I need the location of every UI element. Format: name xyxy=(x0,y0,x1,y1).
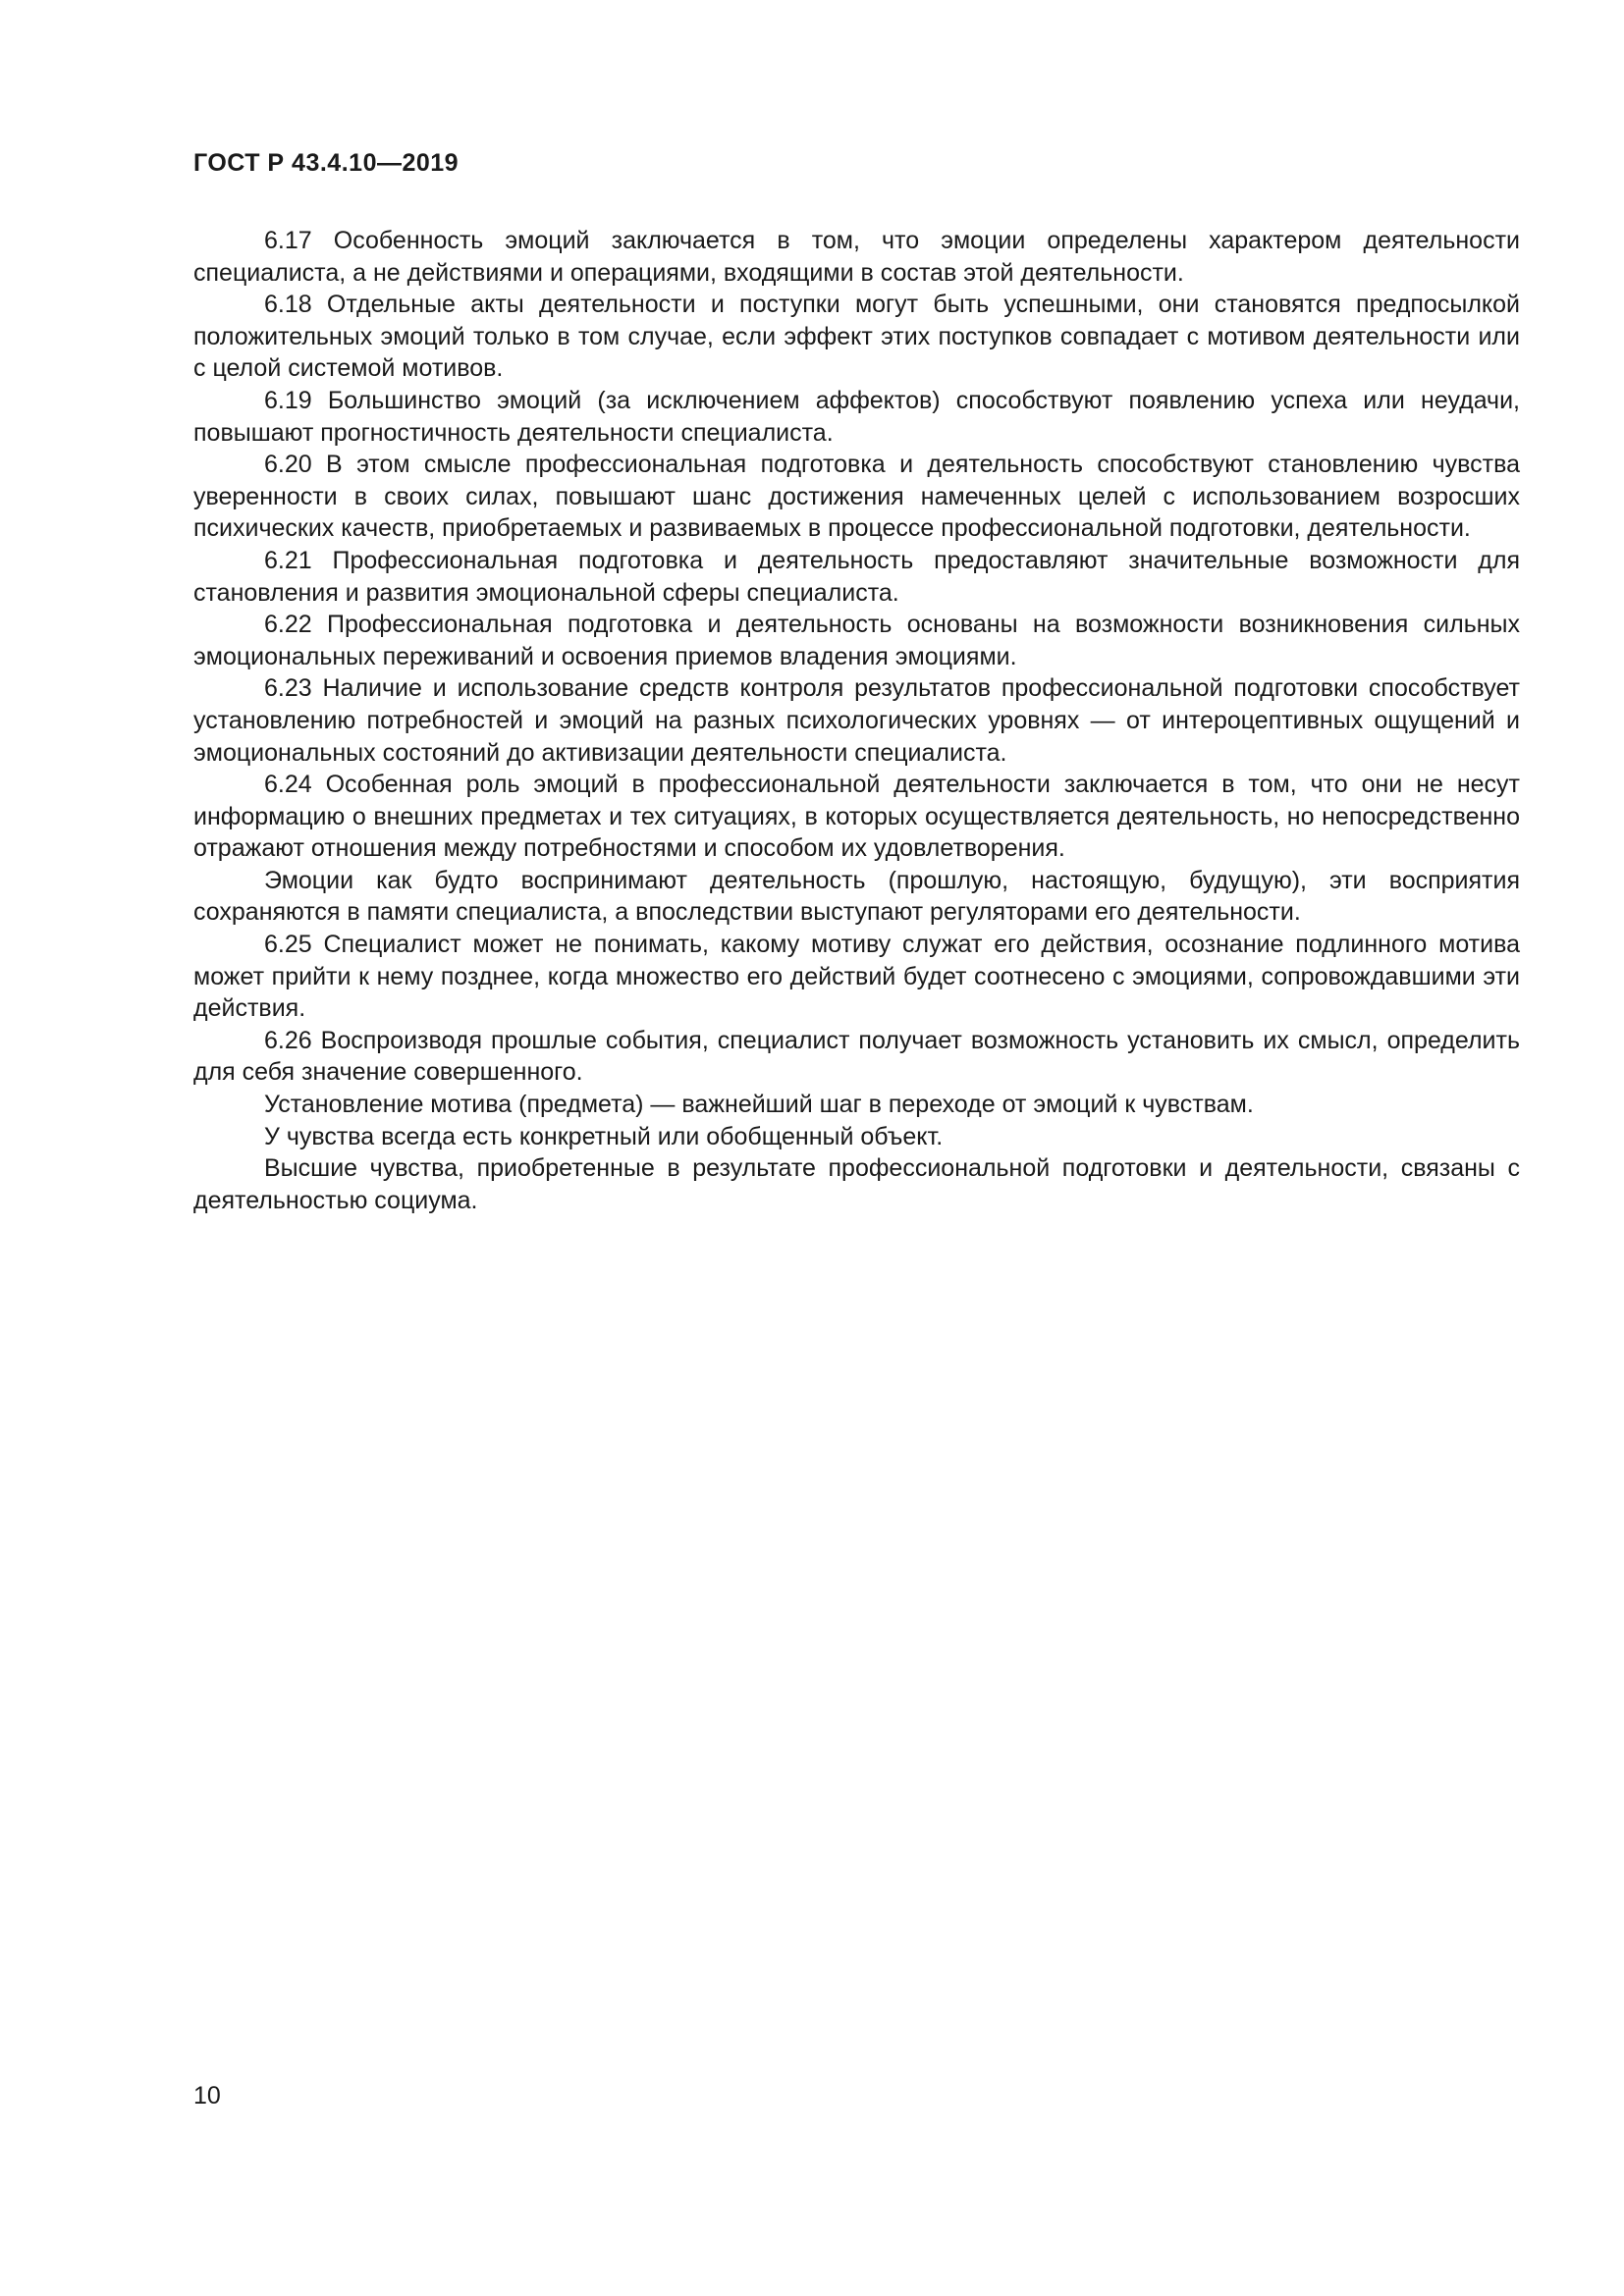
paragraph-6-17: 6.17 Особенность эмоций заключается в том, что эмоции определены характером деятельности специалиста, а не действиями и операциями, входящими в состав этой деятельности. xyxy=(193,227,1520,287)
paragraph-6-18: 6.18 Отдельные акты деятельности и поступки могут быть успешными, они становятся предпосылкой положительных эмоций только в том случае, если эффект этих поступков совпадает с мотивом деятельности или с целой системой мотивов. xyxy=(193,291,1520,383)
paragraph-6-20: 6.20 В этом смысле профессиональная подготовка и деятельность способствуют становлению чувства уверенности в своих силах, повышают шанс достижения намеченных целей с использованием возросших психических качеств, приобретаемых и развиваемых в процессе профессиональной подготовки, деятельности. xyxy=(193,451,1520,543)
paragraph-6-19: 6.19 Большинство эмоций (за исключением аффектов) способствуют появлению успеха или неудачи, повышают прогностичность деятельности специалиста. xyxy=(193,386,1520,447)
paragraph-6-26: 6.26 Воспроизводя прошлые события, специалист получает возможность установить их смысл, определить для себя значение совершенного. xyxy=(193,1026,1520,1087)
paragraph-6-23: 6.23 Наличие и использование средств контроля результатов профессиональной подготовки способствует установлению потребностей и эмоций на разных психологических уровнях — от интероцептивных ощущений и эмоциональных состояний до активизации деятельности специалиста. xyxy=(193,674,1520,767)
standard-header: ГОСТ Р 43.4.10—2019 xyxy=(193,149,460,177)
document-body xyxy=(193,225,1520,1216)
paragraph-higher-feelings: Высшие чувства, приобретенные в результате профессиональной подготовки и деятельности, связаны с деятельностью социума. xyxy=(193,1154,1520,1214)
paragraph-6-24-continued: Эмоции как будто воспринимают деятельность (прошлую, настоящую, будущую), эти восприятия сохраняются в памяти специалиста, а впоследствии выступают регуляторами его деятельности. xyxy=(193,866,1520,927)
paragraph-motive: Установление мотива (предмета) — важнейший шаг в переходе от эмоций к чувствам. xyxy=(264,1091,1254,1119)
paragraph-6-22: 6.22 Профессиональная подготовка и деятельность основаны на возможности возникновения сильных эмоциональных переживаний и освоения приемов владения эмоциями. xyxy=(193,611,1520,670)
paragraph-6-21: 6.21 Профессиональная подготовка и деятельность предоставляют значительные возможности для становления и развития эмоциональной сферы специалиста. xyxy=(193,546,1520,607)
page-number: 10 xyxy=(193,2082,221,2109)
paragraph-6-24: 6.24 Особенная роль эмоций в профессиональной деятельности заключается в том, что они не несут информацию о внешних предметах и тех ситуациях, в которых осуществляется деятельность, но непосредственно отражают отношения между потребностями и способом их удовлетворения. xyxy=(193,771,1520,863)
paragraph-6-25: 6.25 Специалист может не понимать, какому мотиву служат его действия, осознание подлинного мотива может прийти к нему позднее, когда множество его действий будет соотнесено с эмоциями, сопровождавшими эти действия. xyxy=(193,931,1520,1023)
paragraph-feeling-object: У чувства всегда есть конкретный или обобщенный объект. xyxy=(264,1122,944,1150)
